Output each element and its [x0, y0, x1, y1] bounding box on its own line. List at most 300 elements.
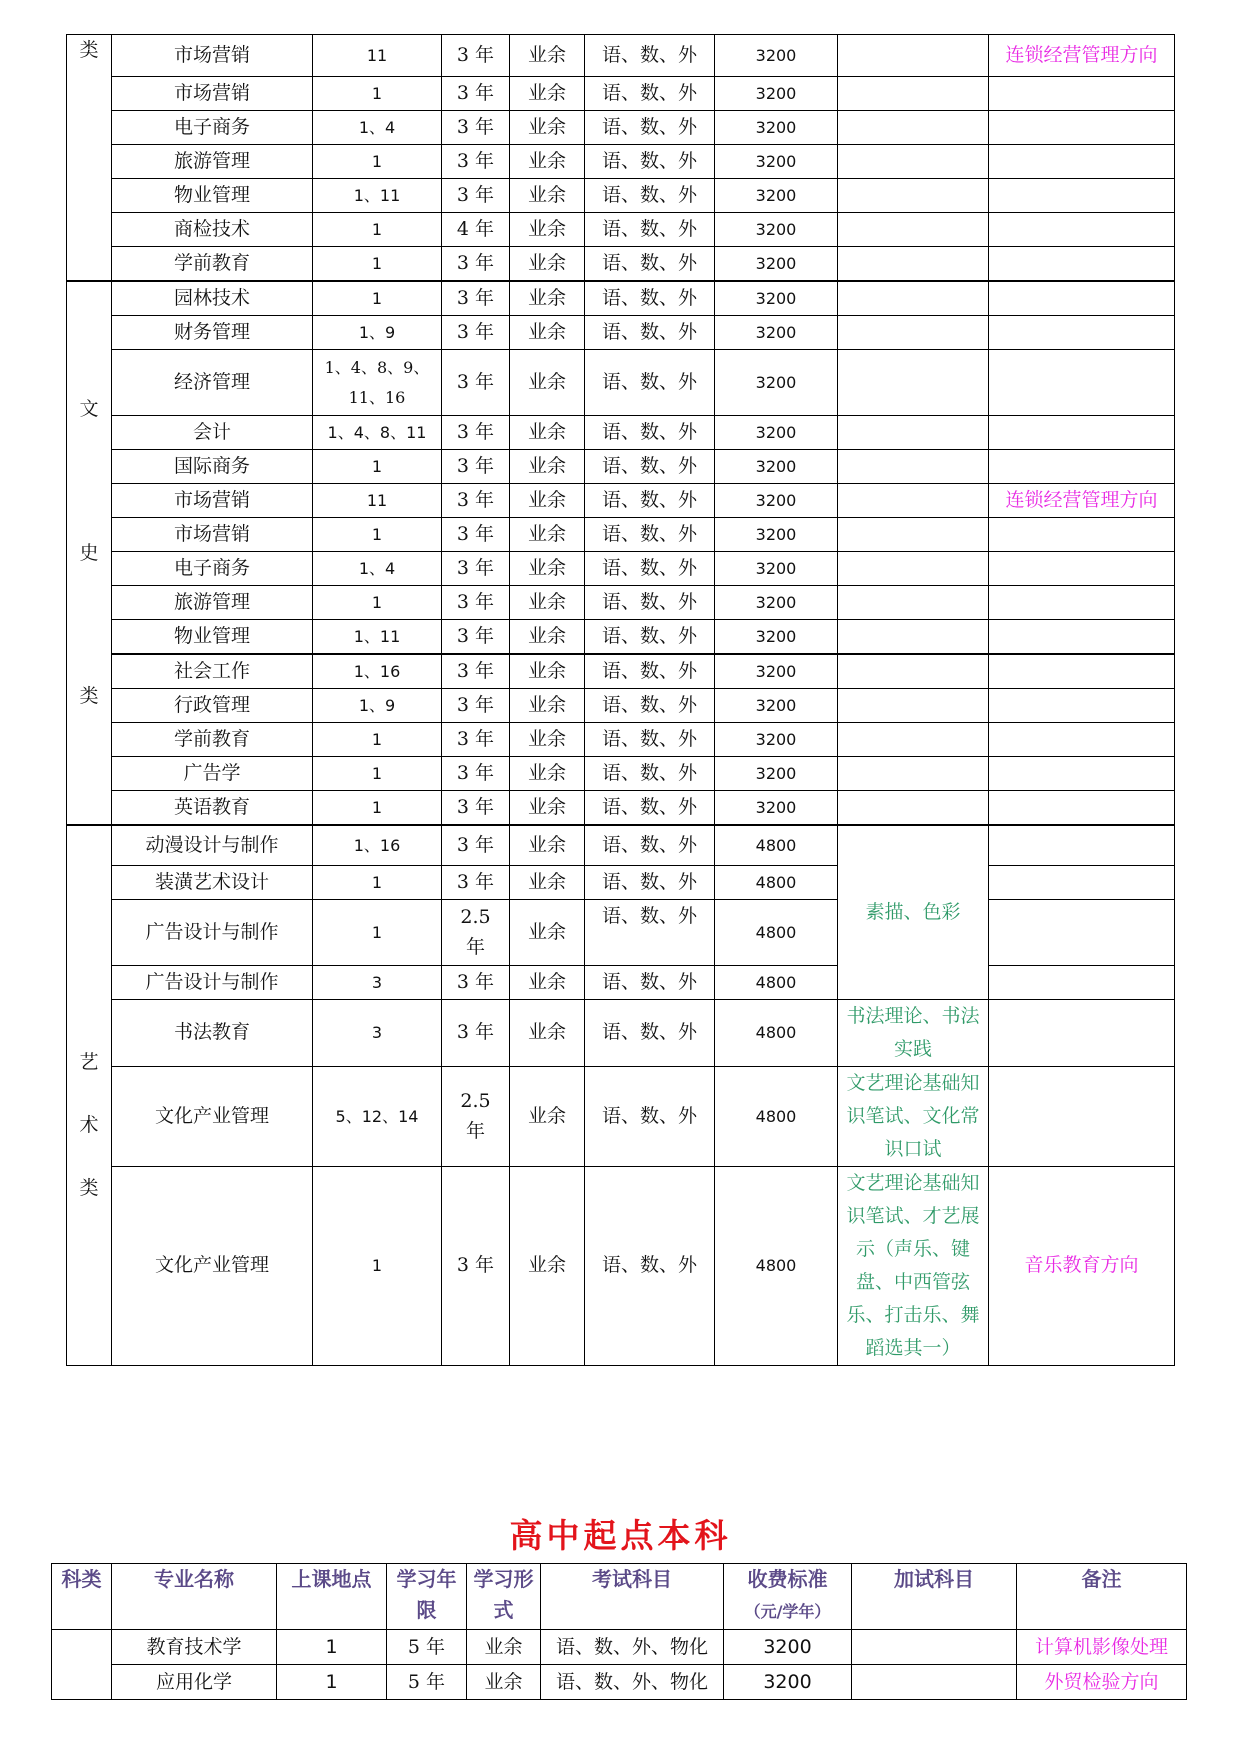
fee-cell: 3200 [715, 316, 838, 350]
subjects-cell: 语、数、外 [585, 620, 715, 655]
location-cell: 1 [313, 77, 442, 111]
form-cell: 业余 [510, 757, 585, 791]
form-cell: 业余 [510, 791, 585, 826]
table-row [67, 552, 1175, 586]
extra-cell [838, 791, 989, 826]
header-location: 上课地点 [277, 1564, 387, 1630]
table-row [67, 1166, 1175, 1365]
subjects-cell: 语、数、外 [585, 965, 715, 999]
form-cell: 业余 [510, 1166, 585, 1365]
location-cell: 1 [313, 899, 442, 965]
form-cell: 业余 [510, 586, 585, 620]
category-char: 类 [79, 685, 99, 708]
years-cell: 3 年 [442, 77, 510, 111]
extra-cell [838, 179, 989, 213]
category-char: 艺 [79, 1051, 99, 1073]
major-cell: 广告学 [112, 757, 313, 791]
subjects-cell: 语、数、外 [585, 77, 715, 111]
major-cell: 文化产业管理 [112, 1066, 313, 1166]
header-fee [724, 1564, 852, 1630]
section-title: 高中起点本科 [509, 1516, 732, 1555]
major-cell: 园林技术 [112, 281, 313, 316]
note-cell [989, 825, 1175, 865]
extra-cell [838, 586, 989, 620]
subjects-cell: 语、数、外 [585, 654, 715, 689]
form-cell: 业余 [510, 999, 585, 1066]
extra-cell [838, 416, 989, 450]
subjects-cell: 语、数、外 [585, 552, 715, 586]
subjects-cell: 语、数、外 [585, 350, 715, 416]
extra-cell [838, 77, 989, 111]
major-cell: 电子商务 [112, 111, 313, 145]
subjects-cell: 语、数、外 [585, 999, 715, 1066]
fee-cell: 3200 [715, 416, 838, 450]
subjects-cell: 语、数、外 [585, 316, 715, 350]
years-cell: 3 年 [442, 1166, 510, 1365]
subjects-cell: 语、数、外 [585, 213, 715, 247]
note-cell [989, 145, 1175, 179]
location-cell: 1 [313, 213, 442, 247]
form-cell: 业余 [510, 825, 585, 865]
note-cell [989, 281, 1175, 316]
form-cell: 业余 [510, 723, 585, 757]
extra-cell [838, 316, 989, 350]
location-cell: 1、9 [313, 689, 442, 723]
form-cell: 业余 [510, 316, 585, 350]
note-cell [989, 965, 1175, 999]
major-cell: 行政管理 [112, 689, 313, 723]
table-row [67, 484, 1175, 518]
major-cell: 市场营销 [112, 35, 313, 77]
location-cell: 1 [313, 1166, 442, 1365]
fee-cell: 3200 [715, 654, 838, 689]
major-cell: 动漫设计与制作 [112, 825, 313, 865]
major-cell: 应用化学 [112, 1665, 277, 1700]
header-fee-unit: （元/学年） [744, 1602, 831, 1621]
years-cell: 3 年 [442, 586, 510, 620]
extra-cell [838, 145, 989, 179]
years-cell: 3 年 [442, 247, 510, 282]
major-cell: 文化产业管理 [112, 1166, 313, 1365]
fee-cell: 3200 [715, 350, 838, 416]
note-cell [989, 865, 1175, 899]
extra-cell [838, 111, 989, 145]
subjects-cell: 语、数、外 [585, 35, 715, 77]
subjects-cell: 语、数、外、物化 [541, 1630, 724, 1665]
subjects-cell: 语、数、外 [585, 111, 715, 145]
location-cell: 1、16 [313, 825, 442, 865]
subjects-cell: 语、数、外 [585, 586, 715, 620]
majors-table-continued [66, 34, 1175, 1366]
years-cell: 3 年 [442, 484, 510, 518]
extra-cell [838, 552, 989, 586]
extra-cell [838, 654, 989, 689]
extra-cell-merged: 素描、色彩 [838, 825, 989, 999]
form-cell: 业余 [467, 1630, 541, 1665]
note-cell [989, 586, 1175, 620]
major-cell: 学前教育 [112, 247, 313, 282]
form-cell: 业余 [510, 654, 585, 689]
fee-cell: 3200 [715, 281, 838, 316]
form-cell: 业余 [510, 899, 585, 965]
note-cell [989, 899, 1175, 965]
note-cell: 计算机影像处理 [1017, 1630, 1187, 1665]
header-form: 学习形式 [467, 1564, 541, 1630]
category-char: 类 [79, 39, 99, 61]
extra-cell: 书法理论、书法实践 [838, 999, 989, 1066]
table-row [67, 757, 1175, 791]
form-cell: 业余 [467, 1665, 541, 1700]
category-cell [52, 1630, 112, 1700]
form-cell: 业余 [510, 179, 585, 213]
years-cell: 3 年 [442, 518, 510, 552]
category-char: 类 [79, 1177, 99, 1199]
category-cell [67, 825, 112, 1365]
years-cell: 3 年 [442, 350, 510, 416]
fee-cell: 3200 [715, 247, 838, 282]
note-cell [989, 450, 1175, 484]
note-cell [989, 1066, 1175, 1166]
form-cell: 业余 [510, 111, 585, 145]
subjects-cell: 语、数、外 [585, 484, 715, 518]
major-cell: 国际商务 [112, 450, 313, 484]
major-cell: 物业管理 [112, 620, 313, 655]
fee-cell: 4800 [715, 825, 838, 865]
location-cell: 3 [313, 999, 442, 1066]
extra-cell [838, 723, 989, 757]
subjects-cell: 语、数、外 [585, 145, 715, 179]
years-cell: 2.5 年 [442, 1066, 510, 1166]
form-cell: 业余 [510, 350, 585, 416]
category-char: 文 [79, 397, 99, 420]
table-row [67, 723, 1175, 757]
extra-cell [838, 518, 989, 552]
years-cell: 3 年 [442, 620, 510, 655]
table-row [67, 281, 1175, 316]
fee-cell: 4800 [715, 999, 838, 1066]
note-cell [989, 77, 1175, 111]
note-cell: 音乐教育方向 [989, 1166, 1175, 1365]
table-row [52, 1665, 1187, 1700]
fee-cell: 4800 [715, 1066, 838, 1166]
years-cell: 3 年 [442, 757, 510, 791]
fee-cell: 3200 [715, 450, 838, 484]
table-row [67, 791, 1175, 826]
note-cell [989, 111, 1175, 145]
years-cell: 5 年 [387, 1630, 467, 1665]
note-cell [989, 791, 1175, 826]
table-row [52, 1630, 1187, 1665]
header-extra: 加试科目 [852, 1564, 1017, 1630]
fee-cell: 3200 [715, 757, 838, 791]
form-cell: 业余 [510, 865, 585, 899]
extra-cell [838, 450, 989, 484]
extra-cell [838, 350, 989, 416]
fee-cell: 3200 [715, 518, 838, 552]
major-cell: 市场营销 [112, 484, 313, 518]
major-cell: 商检技术 [112, 213, 313, 247]
years-cell: 3 年 [442, 111, 510, 145]
years-cell: 3 年 [442, 965, 510, 999]
table-row [67, 518, 1175, 552]
years-cell: 5 年 [387, 1665, 467, 1700]
location-cell: 1、4、8、11 [313, 416, 442, 450]
years-cell: 3 年 [442, 552, 510, 586]
years-cell: 3 年 [442, 179, 510, 213]
extra-cell [838, 213, 989, 247]
location-cell: 1 [313, 586, 442, 620]
table-row [67, 145, 1175, 179]
location-cell: 1 [277, 1665, 387, 1700]
note-cell [989, 723, 1175, 757]
location-cell: 3 [313, 965, 442, 999]
header-category: 科类 [52, 1564, 112, 1630]
table-row [67, 111, 1175, 145]
major-cell: 书法教育 [112, 999, 313, 1066]
table-row [67, 620, 1175, 655]
form-cell: 业余 [510, 416, 585, 450]
major-cell: 市场营销 [112, 77, 313, 111]
fee-cell: 4800 [715, 965, 838, 999]
form-cell: 业余 [510, 689, 585, 723]
years-cell: 3 年 [442, 825, 510, 865]
major-cell: 广告设计与制作 [112, 965, 313, 999]
years-cell: 3 年 [442, 281, 510, 316]
location-cell: 1 [277, 1630, 387, 1665]
subjects-cell: 语、数、外 [585, 1166, 715, 1365]
form-cell: 业余 [510, 213, 585, 247]
extra-cell: 文艺理论基础知识笔试、文化常识口试 [838, 1066, 989, 1166]
note-cell [989, 757, 1175, 791]
subjects-cell: 语、数、外 [585, 247, 715, 282]
form-cell: 业余 [510, 1066, 585, 1166]
extra-cell [838, 484, 989, 518]
location-cell: 1 [313, 865, 442, 899]
note-cell [989, 654, 1175, 689]
note-cell [989, 316, 1175, 350]
major-cell: 经济管理 [112, 350, 313, 416]
subjects-cell: 语、数、外 [585, 518, 715, 552]
location-cell: 1、11 [313, 620, 442, 655]
category-char: 术 [79, 1114, 99, 1136]
table-row [67, 316, 1175, 350]
years-cell: 2.5 年 [442, 899, 510, 965]
header-subjects: 考试科目 [541, 1564, 724, 1630]
table-row [67, 213, 1175, 247]
table-row [67, 416, 1175, 450]
fee-cell: 4800 [715, 865, 838, 899]
subjects-cell: 语、数、外 [585, 450, 715, 484]
note-cell: 连锁经营管理方向 [989, 484, 1175, 518]
table-row [67, 77, 1175, 111]
subjects-cell: 语、数、外 [585, 416, 715, 450]
header-fee-label: 收费标准 [747, 1567, 828, 1591]
subjects-cell: 语、数、外 [585, 899, 715, 965]
fee-cell: 3200 [715, 791, 838, 826]
location-cell: 1 [313, 518, 442, 552]
header-years: 学习年限 [387, 1564, 467, 1630]
note-cell [989, 350, 1175, 416]
fee-cell: 3200 [715, 586, 838, 620]
form-cell: 业余 [510, 552, 585, 586]
subjects-cell: 语、数、外 [585, 757, 715, 791]
form-cell: 业余 [510, 281, 585, 316]
high-school-bachelor-table [51, 1563, 1187, 1700]
years-cell: 3 年 [442, 791, 510, 826]
header-note: 备注 [1017, 1564, 1187, 1630]
location-cell: 11 [313, 484, 442, 518]
location-cell: 1 [313, 450, 442, 484]
location-cell: 1 [313, 145, 442, 179]
table-row [67, 965, 1175, 999]
subjects-cell: 语、数、外 [585, 723, 715, 757]
location-cell: 1、4、8、9、11、16 [313, 350, 442, 416]
table-row [67, 865, 1175, 899]
years-cell: 4 年 [442, 213, 510, 247]
table-row [67, 586, 1175, 620]
category-char: 史 [79, 541, 99, 564]
years-cell: 3 年 [442, 316, 510, 350]
years-cell: 3 年 [442, 723, 510, 757]
fee-cell: 3200 [724, 1630, 852, 1665]
header-major: 专业名称 [112, 1564, 277, 1630]
table-row [67, 689, 1175, 723]
major-cell: 英语教育 [112, 791, 313, 826]
fee-cell: 3200 [715, 552, 838, 586]
fee-cell: 4800 [715, 1166, 838, 1365]
location-cell: 1、16 [313, 654, 442, 689]
subjects-cell: 语、数、外 [585, 865, 715, 899]
fee-cell: 3200 [715, 179, 838, 213]
location-cell: 1、4 [313, 552, 442, 586]
table-header-row [52, 1564, 1187, 1630]
fee-cell: 3200 [715, 689, 838, 723]
location-cell: 5、12、14 [313, 1066, 442, 1166]
category-cell [67, 281, 112, 825]
fee-cell: 3200 [715, 145, 838, 179]
major-cell: 装潢艺术设计 [112, 865, 313, 899]
subjects-cell: 语、数、外、物化 [541, 1665, 724, 1700]
fee-cell: 3200 [715, 35, 838, 77]
form-cell: 业余 [510, 484, 585, 518]
form-cell: 业余 [510, 450, 585, 484]
table-row [67, 247, 1175, 282]
years-cell: 3 年 [442, 450, 510, 484]
fee-cell: 3200 [715, 723, 838, 757]
note-cell [989, 552, 1175, 586]
location-cell: 1、4 [313, 111, 442, 145]
form-cell: 业余 [510, 145, 585, 179]
note-cell [989, 689, 1175, 723]
location-cell: 1、9 [313, 316, 442, 350]
form-cell: 业余 [510, 965, 585, 999]
extra-cell [852, 1665, 1017, 1700]
fee-cell: 3200 [715, 620, 838, 655]
fee-cell: 3200 [715, 111, 838, 145]
years-cell: 3 年 [442, 35, 510, 77]
subjects-cell: 语、数、外 [585, 179, 715, 213]
note-cell [989, 179, 1175, 213]
location-cell: 1 [313, 281, 442, 316]
subjects-cell: 语、数、外 [585, 689, 715, 723]
table-row [67, 654, 1175, 689]
fee-cell: 3200 [715, 77, 838, 111]
major-cell: 市场营销 [112, 518, 313, 552]
fee-cell: 3200 [715, 213, 838, 247]
table-row [67, 825, 1175, 865]
subjects-cell: 语、数、外 [585, 791, 715, 826]
years-cell: 3 年 [442, 865, 510, 899]
years-cell: 3 年 [442, 999, 510, 1066]
table-row [67, 899, 1175, 965]
table-row [67, 350, 1175, 416]
note-cell [989, 620, 1175, 655]
location-cell: 1 [313, 723, 442, 757]
note-cell: 连锁经营管理方向 [989, 35, 1175, 77]
table-row [67, 450, 1175, 484]
form-cell: 业余 [510, 620, 585, 655]
note-cell [989, 999, 1175, 1066]
form-cell: 业余 [510, 518, 585, 552]
note-cell [989, 518, 1175, 552]
note-cell [989, 247, 1175, 282]
subjects-cell: 语、数、外 [585, 825, 715, 865]
subjects-cell: 语、数、外 [585, 281, 715, 316]
fee-cell: 3200 [724, 1665, 852, 1700]
extra-cell [838, 247, 989, 282]
location-cell: 1、11 [313, 179, 442, 213]
major-cell: 旅游管理 [112, 586, 313, 620]
note-cell [989, 213, 1175, 247]
note-cell: 外贸检验方向 [1017, 1665, 1187, 1700]
major-cell: 物业管理 [112, 179, 313, 213]
subjects-cell: 语、数、外 [585, 1066, 715, 1166]
table-row [67, 999, 1175, 1066]
major-cell: 社会工作 [112, 654, 313, 689]
major-cell: 会计 [112, 416, 313, 450]
extra-cell [838, 689, 989, 723]
fee-cell: 3200 [715, 484, 838, 518]
form-cell: 业余 [510, 247, 585, 282]
location-cell: 11 [313, 35, 442, 77]
major-cell: 广告设计与制作 [112, 899, 313, 965]
form-cell: 业余 [510, 35, 585, 77]
major-cell: 教育技术学 [112, 1630, 277, 1665]
major-cell: 电子商务 [112, 552, 313, 586]
years-cell: 3 年 [442, 689, 510, 723]
note-cell [989, 416, 1175, 450]
table-row [67, 1066, 1175, 1166]
extra-cell [838, 620, 989, 655]
major-cell: 学前教育 [112, 723, 313, 757]
extra-cell [838, 281, 989, 316]
location-cell: 1 [313, 247, 442, 282]
extra-cell [838, 757, 989, 791]
years-cell: 3 年 [442, 145, 510, 179]
table-row [67, 179, 1175, 213]
location-cell: 1 [313, 757, 442, 791]
years-cell: 3 年 [442, 654, 510, 689]
location-cell: 1 [313, 791, 442, 826]
table-row [67, 35, 1175, 77]
major-cell: 旅游管理 [112, 145, 313, 179]
fee-cell: 4800 [715, 899, 838, 965]
category-cell [67, 35, 112, 282]
form-cell: 业余 [510, 77, 585, 111]
major-cell: 财务管理 [112, 316, 313, 350]
extra-cell: 文艺理论基础知识笔试、才艺展示（声乐、键盘、中西管弦乐、打击乐、舞蹈选其一） [838, 1166, 989, 1365]
extra-cell [852, 1630, 1017, 1665]
